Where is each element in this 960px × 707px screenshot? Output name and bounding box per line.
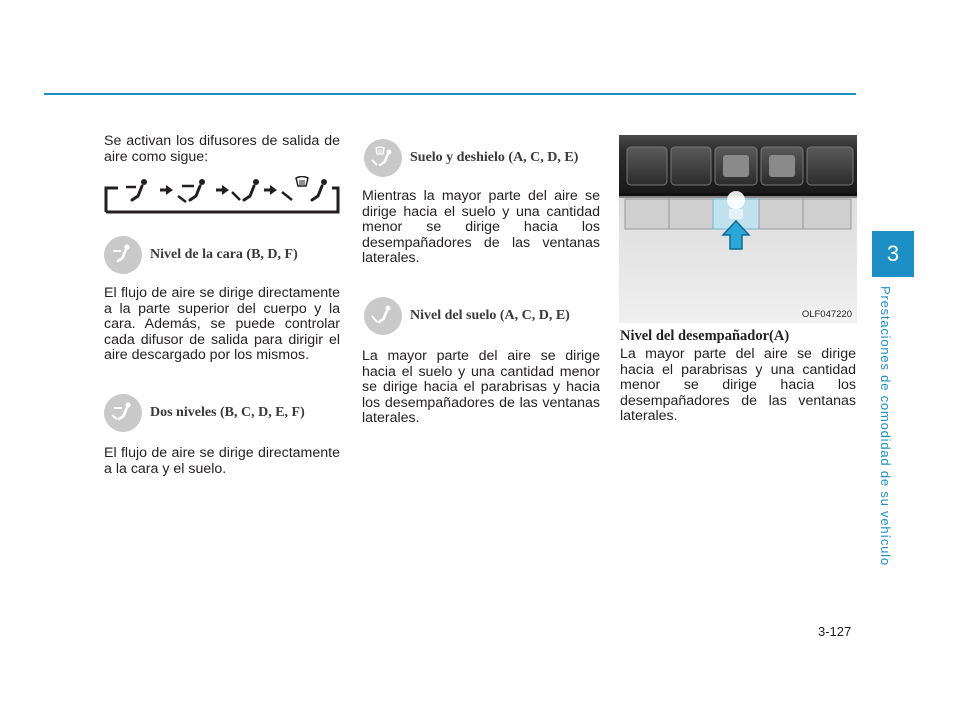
face-mode-icon bbox=[126, 179, 147, 200]
intro-text: Se activan los difusores de salida de aire como sigue: bbox=[104, 133, 340, 165]
chapter-tab: 3 bbox=[872, 231, 914, 277]
floor-defrost-mode-icon bbox=[282, 177, 327, 201]
page-number: 3-127 bbox=[818, 624, 852, 639]
face-level-title: Nivel de la cara (B, D, F) bbox=[150, 247, 298, 262]
chapter-title: Prestaciones de comodidad de su vehículo bbox=[878, 286, 893, 566]
bi-level-body: El flujo de aire se dirige directamente a la cara y el suelo. bbox=[104, 445, 340, 477]
floor-defrost-heading bbox=[364, 139, 578, 177]
top-rule bbox=[44, 93, 856, 95]
floor-level-title: Nivel del suelo (A, C, D, E) bbox=[410, 308, 570, 323]
bi-level-vent-icon bbox=[104, 394, 142, 432]
face-vent-icon bbox=[104, 236, 142, 274]
defrost-level-body: La mayor parte del aire se dirige hacia el parabrisas y una cantidad menor se dirige hacia los desempañadores de las ventanas laterales. bbox=[620, 346, 856, 425]
floor-defrost-icon bbox=[364, 139, 402, 177]
defrost-level-title: Nivel del desempañador(A) bbox=[620, 328, 790, 344]
floor-mode-icon bbox=[232, 179, 259, 200]
floor-level-body: La mayor parte del aire se dirige hacia el suelo y una cantidad menor se dirige hacia el parabrisas y hacia los desempañadores de las ventanas laterales. bbox=[362, 348, 600, 427]
defrost-button-photo bbox=[619, 135, 857, 323]
mode-cycle-diagram bbox=[104, 176, 340, 214]
floor-defrost-title: Suelo y deshielo (A, C, D, E) bbox=[410, 150, 579, 165]
bi-level-heading bbox=[104, 394, 305, 432]
figure-code: OLF047220 bbox=[801, 309, 852, 320]
floor-level-heading bbox=[364, 297, 570, 335]
bi-level-mode-icon bbox=[178, 179, 205, 202]
floor-defrost-body: Mientras la mayor parte del aire se dirige hacia el suelo y una cantidad menor se dirige hacia los desempañadores de las ventanas laterales. bbox=[362, 188, 600, 267]
floor-vent-icon bbox=[364, 297, 402, 335]
face-level-heading bbox=[104, 236, 298, 274]
bi-level-title: Dos niveles (B, C, D, E, F) bbox=[150, 405, 305, 420]
face-level-body: El flujo de aire se dirige directamente a la parte superior del cuerpo y la cara. Además, se puede controlar cada difusor de salida para dirigir el aire descargado por los mismos. bbox=[104, 285, 340, 364]
